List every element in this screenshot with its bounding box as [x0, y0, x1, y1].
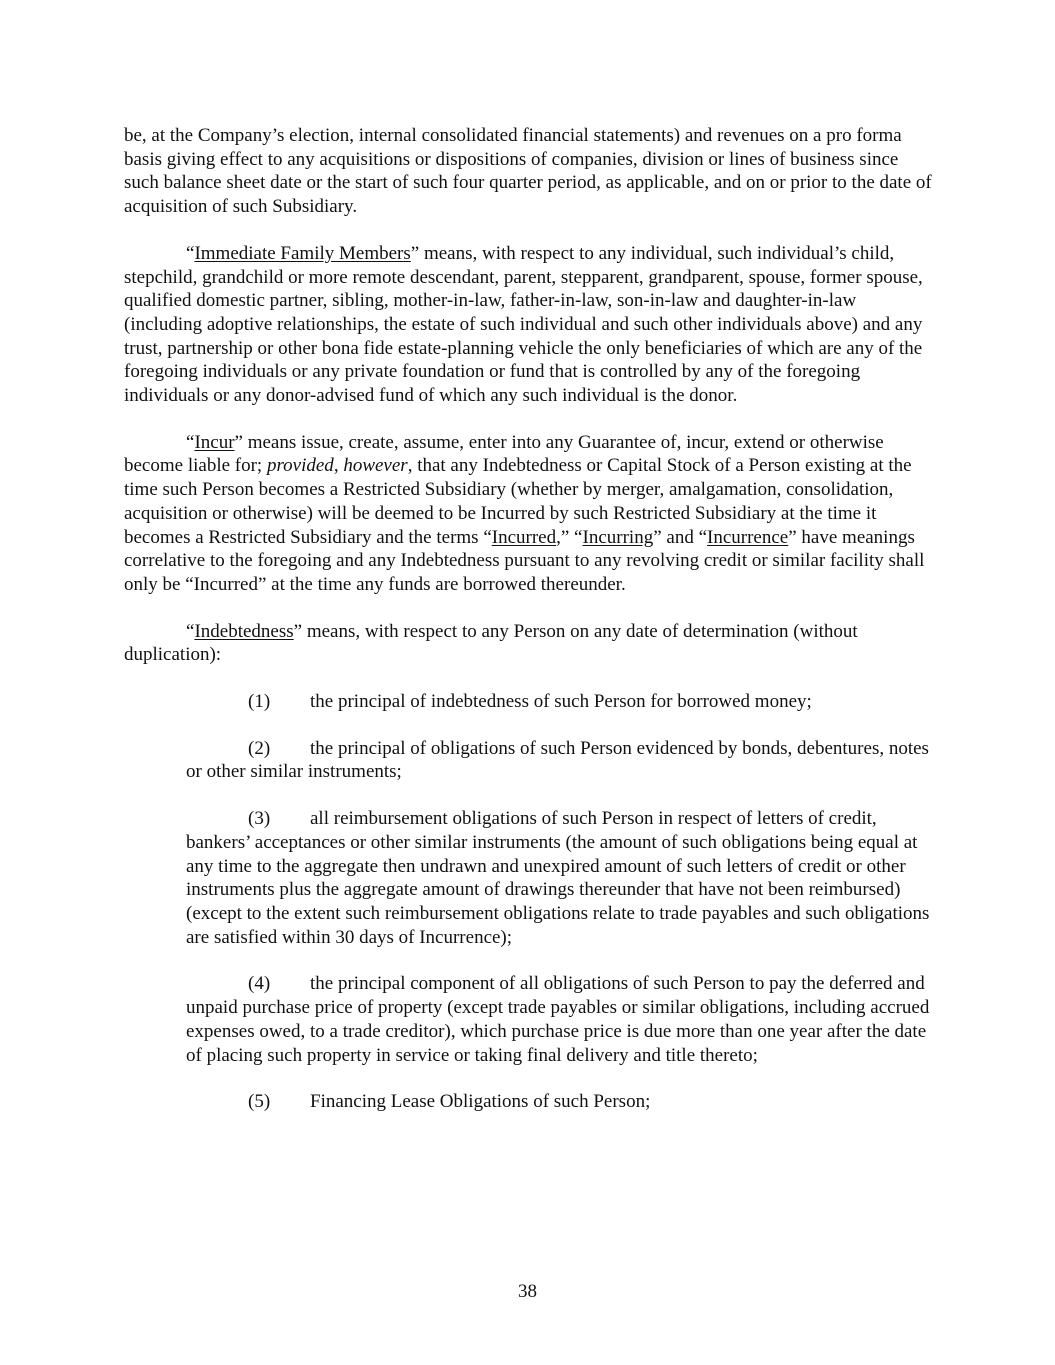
defined-term: Immediate Family Members: [194, 242, 411, 264]
continuation-paragraph: be, at the Company’s election, internal consolidated financial statements) and revenues on a pro forma basis giving effect to any acquisitions or dispositions of companies, division or lines of business since such balance sheet date or the start of such four quarter period, as applicable, and on or prior to the date of acquisition of such Subsidiary.: [124, 125, 932, 218]
list-item: (4) the principal component of all obligations of such Person to pay the deferred and unpaid purchase price of property (except trade payables or similar obligations, including accrued expenses owed, to a trade creditor), which purchase price is due more than one year after the date of placing such property in service or taking final delivery and title thereto;: [186, 973, 930, 1066]
item-number: (4): [248, 973, 271, 995]
document-page: [124, 124, 932, 1137]
definition-immediate-family-members: “Immediate Family Members” means, with respect to any individual, such individual’s child, stepchild, grandchild or more remote descendant, parent, stepparent, grandparent, spouse, former spouse, qualified domestic partner, sibling, mother-in-law, father-in-law, son-in-law and daughter-in-law (including adoptive relationships, the estate of such individual and such other individuals above) and any trust, partnership or other bona fide estate-planning vehicle the only beneficiaries of which are any of the foregoing individuals or any private foundation or fund that is controlled by any of the foregoing individuals or any donor-advised fund of which any such individual is the donor.: [124, 242, 923, 407]
definition-incur: “Incur” means issue, create, assume, enter into any Guarantee of, incur, extend or otherwise become liable for; provided, however, that any Indebtedness or Capital Stock of a Person existing at the time such Person becomes a Restricted Subsidiary (whether by merger, amalgamation, consolidation, acquisition or otherwise) will be deemed to be Incurred by such Restricted Subsidiary at the time it becomes a Restricted Subsidiary and the terms “Incurred,” “Incurring” and “Incurrence” have meanings correlative to the foregoing and any Indebtedness pursuant to any revolving credit or similar facility shall only be “Incurred” at the time any funds are borrowed thereunder.: [124, 431, 925, 595]
definition-indebtedness: “Indebtedness” means, with respect to any Person on any date of determination (without duplication):: [124, 620, 858, 666]
item-number: (2): [248, 737, 271, 759]
list-item: (2) the principal of obligations of such Person evidenced by bonds, debentures, notes or other similar instruments;: [186, 737, 929, 783]
list-item: (5) Financing Lease Obligations of such Person;: [248, 1091, 651, 1113]
item-number: (5): [248, 1091, 271, 1113]
item-number: (3): [248, 808, 271, 830]
list-item: (1) the principal of indebtedness of such Person for borrowed money;: [248, 691, 812, 713]
indebtedness-clause-list: [186, 690, 932, 1114]
list-item: (3) all reimbursement obligations of such Person in respect of letters of credit, bankers’ acceptances or other similar instruments (the amount of such obligations being equal at any time to the aggregate then undrawn and unexpired amount of such letters of credit or other instruments plus the aggregate amount of drawings thereunder that have not been reimbursed) (except to the extent such reimbursement obligations relate to trade payables and such obligations are satisfied within 30 days of Incurrence);: [186, 808, 930, 948]
defined-term: Incurring: [582, 526, 654, 548]
item-number: (1): [248, 691, 271, 713]
defined-term: Incurrence: [707, 526, 789, 548]
defined-term: Incurred: [491, 526, 557, 548]
defined-term: Incur: [194, 431, 235, 453]
defined-term: Indebtedness: [194, 620, 294, 642]
page-number: 38: [518, 1281, 537, 1302]
